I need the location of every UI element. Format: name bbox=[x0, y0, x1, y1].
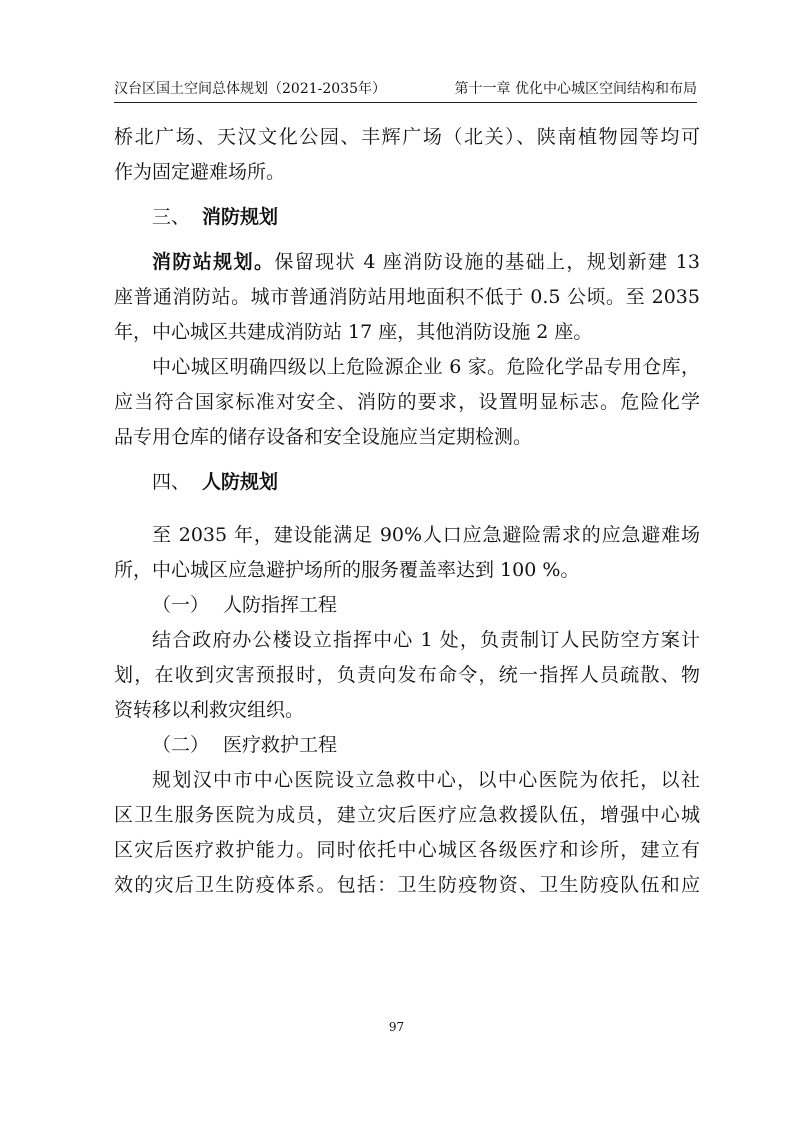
lead-term: 消防站规划。 bbox=[152, 251, 275, 273]
text-line: 所，中心城区应急避护场所的服务覆盖率达到 100 %。 bbox=[114, 559, 580, 581]
subsection-number: （二） bbox=[152, 734, 210, 756]
text-line: 作为固定避难场所。 bbox=[114, 161, 286, 183]
subsection-number: （一） bbox=[152, 594, 210, 616]
section-number: 三、 bbox=[152, 206, 191, 228]
text-line: 应当符合国家标准对安全、消防的要求，设置明显标志。危险化学 bbox=[114, 391, 700, 413]
section-heading-fire bbox=[114, 200, 700, 235]
section-title: 人防规划 bbox=[202, 471, 279, 493]
text-line: 资转移以利救灾组织。 bbox=[114, 699, 305, 721]
text-line: 品专用仓库的储存设备和安全设施应当定期检测。 bbox=[114, 426, 533, 448]
text-line: 效的灾后卫生防疫体系。包括：卫生防疫物资、卫生防疫队伍和应 bbox=[114, 874, 700, 896]
text-line: 年，中心城区共建成消防站 17 座，其他消防设施 2 座。 bbox=[114, 321, 593, 343]
header-chapter-title: 第十一章 优化中心城区空间结构和布局 bbox=[454, 81, 697, 97]
page-number: 97 bbox=[388, 1020, 405, 1034]
text-line: 区卫生服务医院为成员，建立灾后医疗应急救援队伍，增强中心城 bbox=[114, 804, 700, 826]
text-line: 桥北广场、天汉文化公园、丰辉广场（北关）、陕南植物园等均可 bbox=[114, 126, 700, 148]
text-line: 至 2035 年，建设能满足 90%人口应急避险需求的应急避难场 bbox=[152, 524, 700, 546]
text-line: 中心城区明确四级以上危险源企业 6 家。危险化学品专用仓库， bbox=[152, 356, 700, 378]
running-header bbox=[114, 72, 697, 103]
subsection-heading-medical bbox=[114, 728, 700, 763]
page-body bbox=[114, 120, 700, 903]
text-line: 划，在收到灾害预报时，负责向发布命令，统一指挥人员疏散、物 bbox=[114, 664, 700, 686]
paragraph-command-center bbox=[114, 623, 700, 728]
text-line: 区灾后医疗救护能力。同时依托中心城区各级医疗和诊所，建立有 bbox=[114, 839, 700, 861]
subsection-heading-command bbox=[114, 588, 700, 623]
section-number: 四、 bbox=[152, 471, 191, 493]
paragraph-hazard-sources bbox=[114, 350, 700, 455]
subsection-title: 人防指挥工程 bbox=[223, 594, 338, 616]
paragraph-emergency-shelter bbox=[114, 518, 700, 588]
section-title: 消防规划 bbox=[202, 206, 279, 228]
text-line: 结合政府办公楼设立指挥中心 1 处，负责制订人民防空方案计 bbox=[152, 629, 700, 651]
paragraph-shelters bbox=[114, 120, 700, 190]
text-line: 座普通消防站。城市普通消防站用地面积不低于 0.5 公顷。至 2035 bbox=[114, 286, 700, 308]
paragraph-medical-rescue bbox=[114, 763, 700, 903]
section-heading-civil-defense bbox=[114, 465, 700, 500]
text-line: 规划汉中市中心医院设立急救中心，以中心医院为依托，以社 bbox=[152, 769, 700, 791]
paragraph-fire-stations bbox=[114, 245, 700, 350]
header-document-title: 汉台区国土空间总体规划（2021-2035年） bbox=[114, 81, 386, 97]
subsection-title: 医疗救护工程 bbox=[223, 734, 338, 756]
text-line bbox=[114, 245, 700, 280]
text-run: 保留现状 4 座消防设施的基础上，规划新建 13 bbox=[274, 251, 700, 273]
